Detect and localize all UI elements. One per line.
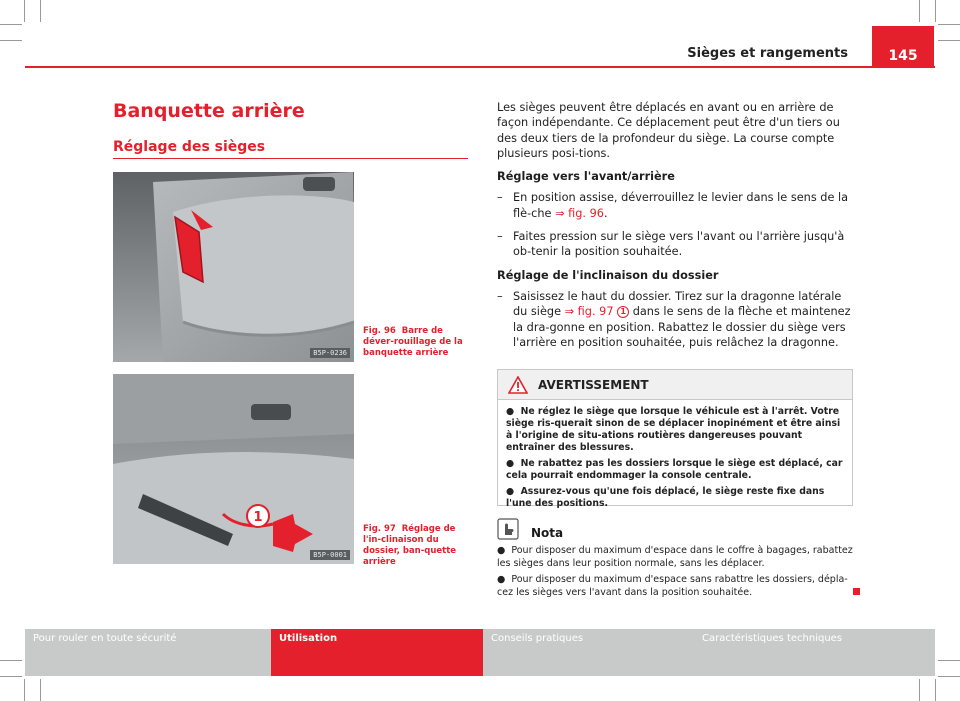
item-text: dans le sens de la flèche et maintenez la dra-gonne en position. Rabattez le dossier du siège vers l'arrière en position souhaitée, puis relâchez la dragonne.	[513, 305, 851, 349]
dash-marker: –	[497, 191, 503, 205]
figure-label: Fig. 97	[363, 524, 396, 534]
crop-mark	[24, 0, 25, 22]
caption-text: Réglage de l'in-clinaison du dossier, ban-quette arrière	[363, 524, 457, 567]
warning-header	[498, 370, 852, 400]
item-text: En position assise, déverrouillez le levier dans le sens de la flè-che	[513, 191, 849, 220]
figure-code: B5P-0001	[310, 550, 350, 560]
intro-paragraph: Les sièges peuvent être déplacés en avant ou en arrière de façon indépendante. Ce déplacement peut être d'un tiers ou des deux tiers de la profondeur du siège. La course compte plusieurs posi-tions.	[497, 101, 840, 160]
seat-illustration	[113, 172, 354, 362]
figure-97-photo	[113, 374, 354, 564]
figure-96-photo	[113, 172, 354, 362]
subhead-recline: Réglage de l'inclinaison du dossier	[497, 268, 719, 282]
footer-tab-specs[interactable]: Caractéristiques techniques	[694, 629, 935, 676]
warning-item	[506, 486, 844, 510]
item-text: Faites pression sur le siège vers l'avant ou l'arrière jusqu'à ob-tenir la position souhaitée.	[513, 230, 845, 259]
crop-mark	[0, 24, 22, 25]
header-rule	[25, 66, 935, 68]
bullet: ●	[506, 486, 515, 497]
note-box	[497, 515, 857, 603]
note-body	[497, 545, 857, 599]
list-item	[497, 229, 855, 260]
crop-mark	[938, 676, 960, 677]
warning-triangle-icon	[508, 376, 528, 394]
section-subtitle: Réglage des sièges	[113, 139, 266, 155]
dash-marker: –	[497, 289, 503, 303]
bullet: ●	[506, 458, 515, 469]
footer-tab-safety[interactable]: Pour rouler en toute sécurité	[25, 629, 271, 676]
caption-text: Barre de déver-rouillage de la banquette arrière	[363, 326, 463, 358]
crop-mark	[938, 660, 960, 661]
figure-callout: 1	[253, 510, 263, 525]
note-title: Nota	[531, 526, 564, 540]
note-text: Pour disposer du maximum d'espace sans rabattre les dossiers, dépla-cez les sièges vers l'avant dans la position souhaitée.	[497, 574, 848, 598]
section-end-marker	[853, 588, 860, 595]
crop-mark	[24, 679, 25, 701]
crop-mark	[0, 660, 22, 661]
warning-text: Ne réglez le siège que lorsque le véhicule est à l'arrêt. Votre siège ris-querait sinon de se déplacer inopinément et être ainsi à l'origine de situ-ations routières dangereuses pouvant entraîner des blessures.	[506, 406, 841, 453]
subtitle-rule	[113, 158, 468, 159]
warning-item	[506, 406, 844, 454]
bullet: ●	[497, 545, 506, 556]
note-item	[497, 545, 857, 570]
item-text: .	[603, 206, 608, 220]
crop-mark	[40, 679, 41, 701]
dash-marker: –	[497, 230, 503, 244]
warning-body	[498, 400, 852, 520]
list-item	[497, 289, 855, 350]
section-title: Banquette arrière	[113, 100, 305, 122]
crop-mark	[919, 0, 920, 22]
warning-text: Ne rabattez pas les dossiers lorsque le siège est déplacé, car cela pourrait endommager la console centrale.	[506, 458, 843, 481]
crop-mark	[0, 676, 22, 677]
body-text	[497, 100, 855, 358]
note-item	[497, 574, 857, 599]
footer-tab-usage[interactable]: Utilisation	[271, 629, 483, 676]
figure-label: Fig. 96	[363, 326, 396, 336]
crop-mark	[0, 40, 22, 41]
crop-mark	[40, 0, 41, 22]
figure-97-caption	[363, 524, 468, 568]
footer-tab-tips[interactable]: Conseils pratiques	[483, 629, 694, 676]
bullet: ●	[497, 574, 506, 585]
warning-box	[497, 369, 853, 509]
crop-mark	[935, 0, 936, 22]
note-hand-icon	[497, 516, 519, 540]
backrest-illustration	[113, 374, 354, 564]
note-header	[497, 515, 857, 541]
crop-mark	[919, 679, 920, 701]
item-text: Saisissez le haut du dossier. Tirez sur la dragonne latérale du siège	[513, 289, 842, 319]
crop-mark	[935, 679, 936, 701]
figure-code: B5P-0236	[310, 348, 350, 358]
crop-mark	[938, 24, 960, 25]
list-item	[497, 190, 855, 221]
page-number: 145	[872, 26, 934, 68]
fig-96-link[interactable]: ⇒ fig. 96	[555, 206, 604, 220]
header-title: Sièges et rangements	[687, 46, 848, 61]
figure-96-caption	[363, 326, 468, 359]
bullet: ●	[506, 406, 515, 417]
subhead-front-back: Réglage vers l'avant/arrière	[497, 170, 675, 184]
warning-title: AVERTISSEMENT	[538, 377, 649, 392]
fig-97-link[interactable]: ⇒ fig. 97	[564, 305, 614, 319]
callout-badge: 1	[617, 306, 629, 318]
crop-mark	[938, 40, 960, 41]
note-text: Pour disposer du maximum d'espace dans le coffre à bagages, rabattez les sièges dans leur position normale, sans les déplacer.	[497, 545, 853, 569]
warning-item	[506, 458, 844, 482]
warning-text: Assurez-vous qu'une fois déplacé, le siège reste fixe dans l'une des positions.	[506, 486, 825, 509]
